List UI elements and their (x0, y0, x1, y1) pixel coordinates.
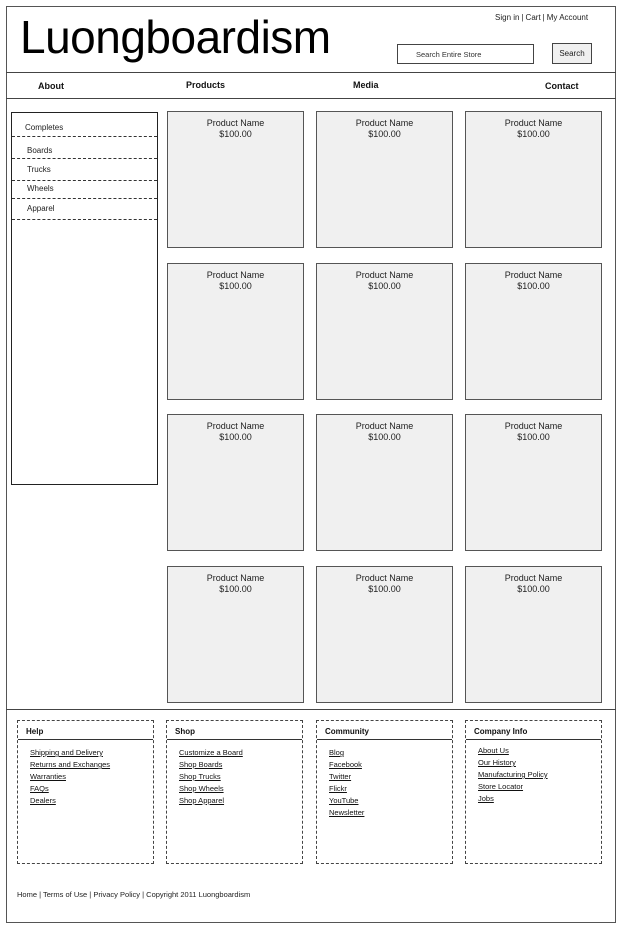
footer-link-flickr[interactable]: Flickr (329, 784, 347, 793)
product-price: $100.00 (219, 281, 252, 291)
separator: | (89, 890, 92, 899)
footer-link-store-locator[interactable]: Store Locator (478, 782, 524, 791)
product-name: Product Name (206, 118, 265, 128)
product-name: Product Name (355, 270, 414, 280)
footer-bottom-links (17, 890, 250, 899)
product-price: $100.00 (368, 432, 401, 442)
footer-link-youtube[interactable]: YouTube (329, 796, 359, 805)
footer-link-newsletter[interactable]: Newsletter (329, 808, 365, 817)
footer-divider (6, 709, 616, 710)
product-name: Product Name (206, 270, 265, 280)
product-price: $100.00 (517, 281, 550, 291)
footer-column-community (316, 720, 453, 864)
product-price: $100.00 (219, 584, 252, 594)
footer-link-shop-boards[interactable]: Shop Boards (179, 760, 223, 769)
footer-column-title: Help (18, 721, 153, 740)
product-name: Product Name (504, 421, 563, 431)
product-name: Product Name (355, 421, 414, 431)
nav-top-divider (6, 72, 616, 73)
product-price: $100.00 (368, 129, 401, 139)
footer-link-about-us[interactable]: About Us (478, 746, 509, 755)
product-name: Product Name (504, 573, 563, 583)
footer-link-our-history[interactable]: Our History (478, 758, 516, 767)
product-name: Product Name (206, 421, 265, 431)
product-card[interactable] (167, 566, 304, 703)
category-sidebar (11, 112, 158, 485)
nav-about[interactable]: About (38, 81, 64, 91)
product-price: $100.00 (517, 584, 550, 594)
home-link[interactable]: Home (17, 890, 38, 899)
sidebar-item-apparel[interactable]: Apparel (12, 199, 157, 220)
nav-products[interactable]: Products (186, 80, 226, 90)
nav-bottom-divider (6, 98, 616, 99)
product-card[interactable] (316, 566, 453, 703)
footer-link-jobs[interactable]: Jobs (478, 794, 494, 803)
footer-link-shipping[interactable]: Shipping and Delivery (30, 748, 103, 757)
footer-link-shop-trucks[interactable]: Shop Trucks (179, 772, 221, 781)
product-name: Product Name (504, 270, 563, 280)
my-account-link[interactable]: My Account (546, 13, 589, 22)
footer-link-shop-wheels[interactable]: Shop Wheels (179, 784, 224, 793)
product-card[interactable] (316, 263, 453, 400)
product-price: $100.00 (517, 129, 550, 139)
product-name: Product Name (355, 573, 414, 583)
footer-link-facebook[interactable]: Facebook (329, 760, 362, 769)
terms-of-use-link[interactable]: Terms of Use (43, 890, 88, 899)
product-card[interactable] (167, 414, 304, 551)
separator: | (542, 13, 545, 22)
product-card[interactable] (465, 566, 602, 703)
sidebar-item-trucks[interactable]: Trucks (12, 159, 157, 181)
footer-link-returns[interactable]: Returns and Exchanges (30, 760, 111, 769)
product-price: $100.00 (219, 129, 252, 139)
sidebar-item-completes[interactable]: Completes (12, 113, 157, 137)
separator: | (39, 890, 42, 899)
product-name: Product Name (206, 573, 265, 583)
footer-column-company-info (465, 720, 602, 864)
product-card[interactable] (316, 414, 453, 551)
footer-link-warranties[interactable]: Warranties (30, 772, 66, 781)
product-card[interactable] (167, 263, 304, 400)
footer-link-list (30, 747, 110, 807)
product-price: $100.00 (219, 432, 252, 442)
footer-link-blog[interactable]: Blog (329, 748, 345, 757)
account-links (495, 13, 588, 22)
product-card[interactable] (316, 111, 453, 248)
product-price: $100.00 (517, 432, 550, 442)
footer-column-title: Community (317, 721, 452, 740)
product-card[interactable] (465, 414, 602, 551)
footer-link-faqs[interactable]: FAQs (30, 784, 49, 793)
search-button[interactable]: Search (552, 43, 592, 64)
product-name: Product Name (504, 118, 563, 128)
search-input[interactable] (397, 44, 534, 64)
sidebar-item-wheels[interactable]: Wheels (12, 181, 157, 199)
footer-column-help (17, 720, 154, 864)
sign-in-link[interactable]: Sign in (495, 13, 520, 22)
product-card[interactable] (465, 111, 602, 248)
privacy-policy-link[interactable]: Privacy Policy (93, 890, 141, 899)
footer-link-list (478, 745, 548, 805)
product-name: Product Name (355, 118, 414, 128)
site-logo[interactable]: Luongboardism (20, 11, 331, 63)
copyright-text: Copyright 2011 Luongboardism (146, 890, 251, 899)
cart-link[interactable]: Cart (525, 13, 541, 22)
footer-link-shop-apparel[interactable]: Shop Apparel (179, 796, 225, 805)
separator: | (521, 13, 524, 22)
nav-contact[interactable]: Contact (545, 81, 579, 91)
product-price: $100.00 (368, 281, 401, 291)
footer-link-list (329, 747, 364, 819)
footer-column-title: Company Info (466, 721, 601, 740)
product-price: $100.00 (368, 584, 401, 594)
sidebar-item-boards[interactable]: Boards (12, 137, 157, 159)
footer-column-title: Shop (167, 721, 302, 740)
footer-link-twitter[interactable]: Twitter (329, 772, 352, 781)
separator: | (142, 890, 145, 899)
footer-link-list (179, 747, 243, 807)
product-card[interactable] (167, 111, 304, 248)
footer-link-manufacturing-policy[interactable]: Manufacturing Policy (478, 770, 548, 779)
nav-media[interactable]: Media (353, 80, 379, 90)
footer-link-customize-board[interactable]: Customize a Board (179, 748, 243, 757)
footer-column-shop (166, 720, 303, 864)
footer-link-dealers[interactable]: Dealers (30, 796, 56, 805)
product-card[interactable] (465, 263, 602, 400)
